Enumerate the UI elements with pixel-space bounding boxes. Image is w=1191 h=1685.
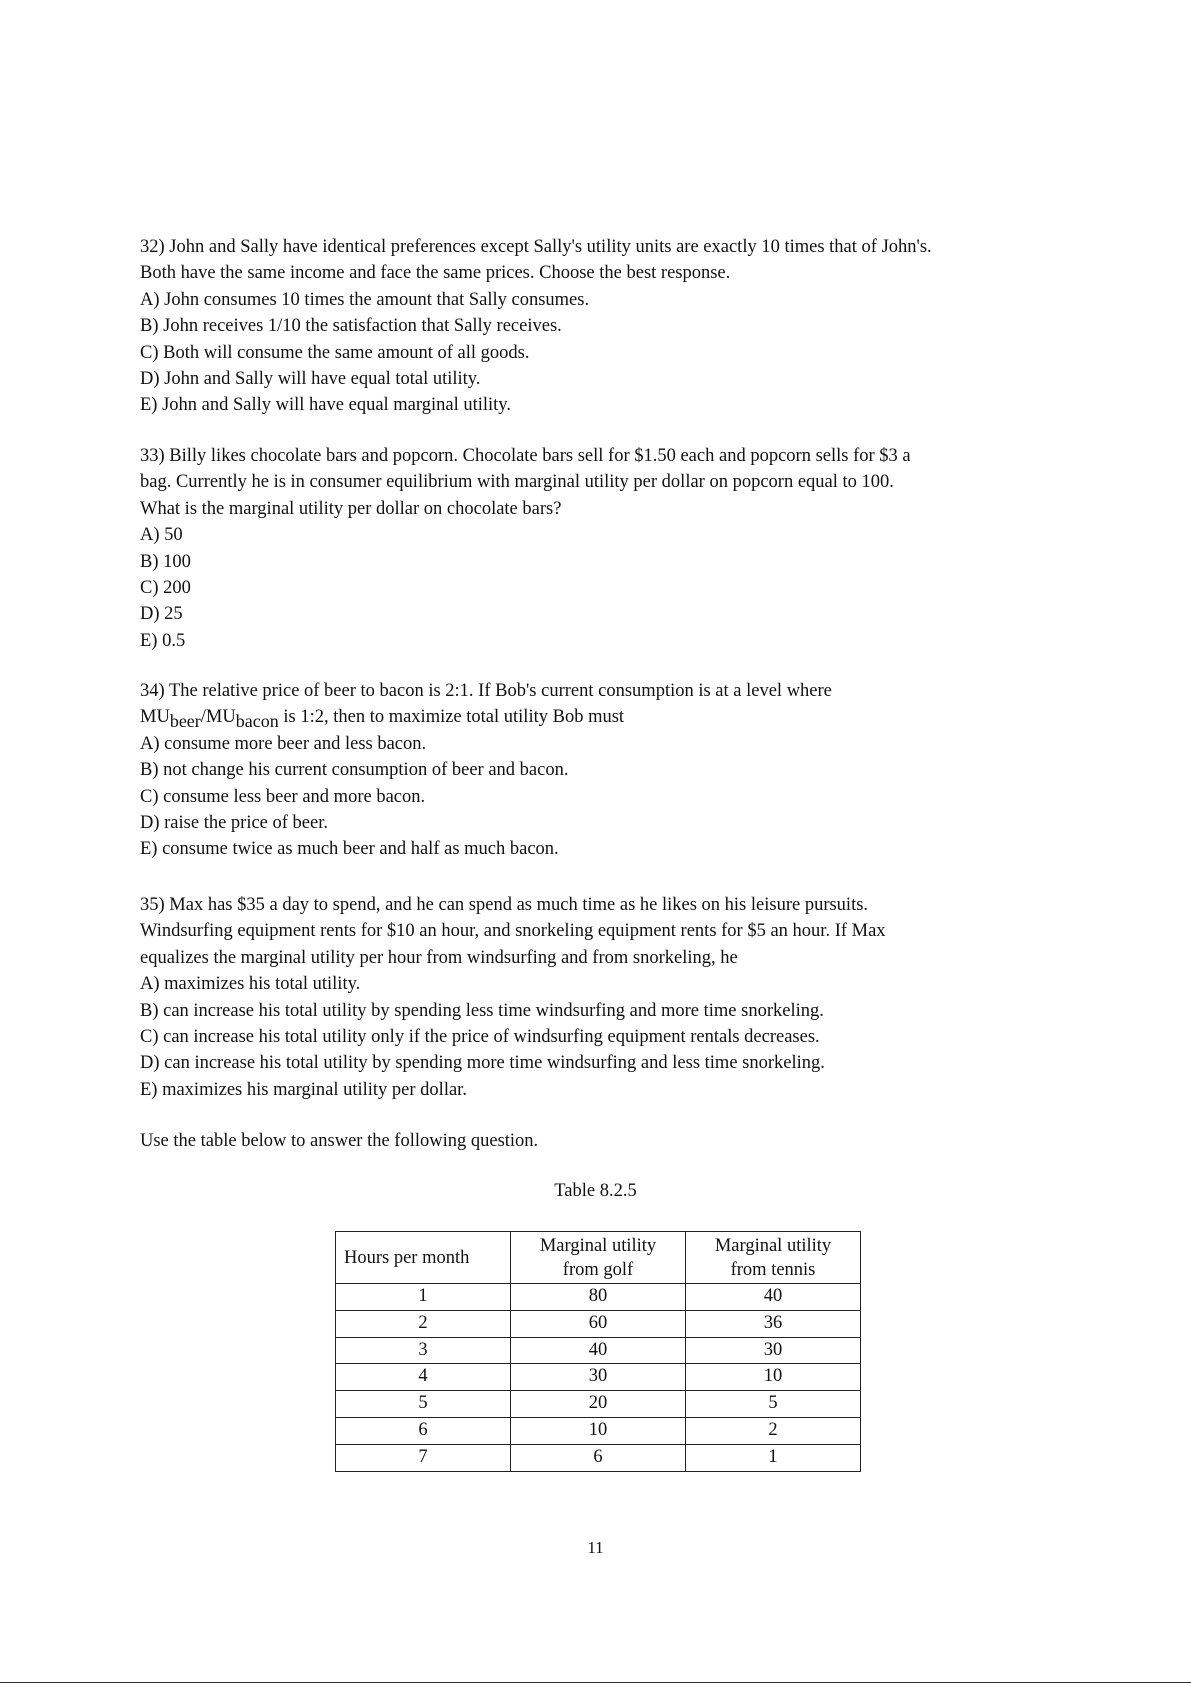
header-text: from golf: [562, 1259, 634, 1280]
table-cell: 30: [511, 1364, 686, 1391]
answer-option: A) consume more beer and less bacon.: [140, 733, 427, 754]
header-text: from tennis: [730, 1259, 816, 1280]
question-text: is 1:2, then to maximize total utility Bob must: [278, 707, 625, 728]
table-cell: 4: [336, 1364, 511, 1391]
subscript-beer: beer: [169, 711, 201, 732]
answer-option: D) can increase his total utility by spending more time windsurfing and less time snorkeling.: [140, 1053, 825, 1074]
header-text: Hours per month: [344, 1247, 470, 1268]
question-text: What is the marginal utility per dollar on chocolate bars?: [140, 498, 562, 519]
answer-option: D) John and Sally will have equal total utility.: [140, 368, 481, 389]
question-text-formula: [140, 704, 1040, 730]
answer-option: E) consume twice as much beer and half as much bacon.: [140, 839, 559, 860]
answer-option: B) not change his current consumption of beer and bacon.: [140, 760, 569, 781]
table-cell: 40: [511, 1337, 686, 1364]
question-text: 35) Max has $35 a day to spend, and he can spend as much time as he likes on his leisure pursuits.: [140, 895, 869, 915]
table-cell: 2: [686, 1417, 861, 1444]
table-cell: 7: [336, 1444, 511, 1471]
column-header-golf: [511, 1232, 686, 1284]
answer-option: E) 0.5: [140, 630, 186, 651]
subscript-bacon: bacon: [235, 711, 279, 732]
answer-option: E) John and Sally will have equal marginal utility.: [140, 395, 511, 416]
mu-label: MU: [140, 707, 170, 728]
question-32: [140, 234, 1040, 419]
question-text: equalizes the marginal utility per hour from windsurfing and from snorkeling, he: [140, 947, 738, 968]
table-cell: 6: [336, 1417, 511, 1444]
question-text: Windsurfing equipment rents for $10 an hour, and snorkeling equipment rents for $5 an hour. If Max: [140, 921, 886, 942]
intro-text: Use the table below to answer the following question.: [140, 1131, 539, 1151]
answer-option: C) can increase his total utility only if the price of windsurfing equipment rentals decreases.: [140, 1026, 820, 1047]
table-cell: 5: [336, 1391, 511, 1418]
answer-option: C) Both will consume the same amount of all goods.: [140, 342, 530, 363]
answer-option: B) can increase his total utility by spending less time windsurfing and more time snorkeling.: [140, 1000, 824, 1021]
header-text: Marginal utility: [714, 1235, 832, 1256]
table-cell: 3: [336, 1337, 511, 1364]
question-text: 33) Billy likes chocolate bars and popcorn. Chocolate bars sell for $1.50 each and popcorn sells for $3 a: [140, 446, 911, 466]
column-header-tennis: [686, 1232, 861, 1284]
table-cell: 1: [336, 1284, 511, 1311]
table-row: [336, 1310, 861, 1337]
table-cell: 6: [511, 1444, 686, 1471]
table-row: [336, 1444, 861, 1471]
table-cell: 2: [336, 1310, 511, 1337]
mu-label: /MU: [200, 707, 236, 728]
table-row: [336, 1364, 861, 1391]
table-row: [336, 1391, 861, 1418]
table-row: [336, 1284, 861, 1311]
answer-option: B) John receives 1/10 the satisfaction that Sally receives.: [140, 316, 562, 337]
answer-option: A) John consumes 10 times the amount that Sally consumes.: [140, 289, 590, 310]
question-33: [140, 443, 1040, 654]
question-text: Both have the same income and face the same prices. Choose the best response.: [140, 263, 731, 284]
table-cell: 5: [686, 1391, 861, 1418]
table-row: [336, 1337, 861, 1364]
question-text: 32) John and Sally have identical preferences except Sally's utility units are exactly 10 times that of John's.: [140, 237, 932, 257]
table-cell: 10: [686, 1364, 861, 1391]
table-cell: 40: [686, 1284, 861, 1311]
question-text: bag. Currently he is in consumer equilibrium with marginal utility per dollar on popcorn equal to 100.: [140, 472, 894, 493]
table-cell: 60: [511, 1310, 686, 1337]
table-header-row: [336, 1232, 861, 1284]
answer-option: B) 100: [140, 551, 191, 572]
answer-option: A) 50: [140, 525, 183, 546]
answer-option: D) raise the price of beer.: [140, 812, 328, 833]
question-34: [140, 678, 1040, 863]
answer-option: E) maximizes his marginal utility per dollar.: [140, 1079, 467, 1100]
answer-option: C) consume less beer and more bacon.: [140, 786, 426, 807]
header-text: Marginal utility: [539, 1235, 657, 1256]
table-row: [336, 1417, 861, 1444]
table-cell: 1: [686, 1444, 861, 1471]
table-cell: 80: [511, 1284, 686, 1311]
table-intro: [140, 1128, 1040, 1154]
table-cell: 30: [686, 1337, 861, 1364]
question-35: [140, 892, 1040, 1103]
answer-option: C) 200: [140, 577, 191, 598]
table-caption: Table 8.2.5: [554, 1181, 637, 1201]
question-text: 34) The relative price of beer to bacon is 2:1. If Bob's current consumption is at a level where: [140, 681, 832, 701]
table-cell: 36: [686, 1310, 861, 1337]
table-cell: 10: [511, 1417, 686, 1444]
column-header-hours: [336, 1232, 511, 1284]
answer-option: A) maximizes his total utility.: [140, 974, 361, 995]
answer-option: D) 25: [140, 604, 183, 625]
table-cell: 20: [511, 1391, 686, 1418]
page-bottom-divider: [0, 1682, 1191, 1683]
utility-table: [335, 1231, 861, 1472]
page-number: 11: [587, 1538, 604, 1557]
